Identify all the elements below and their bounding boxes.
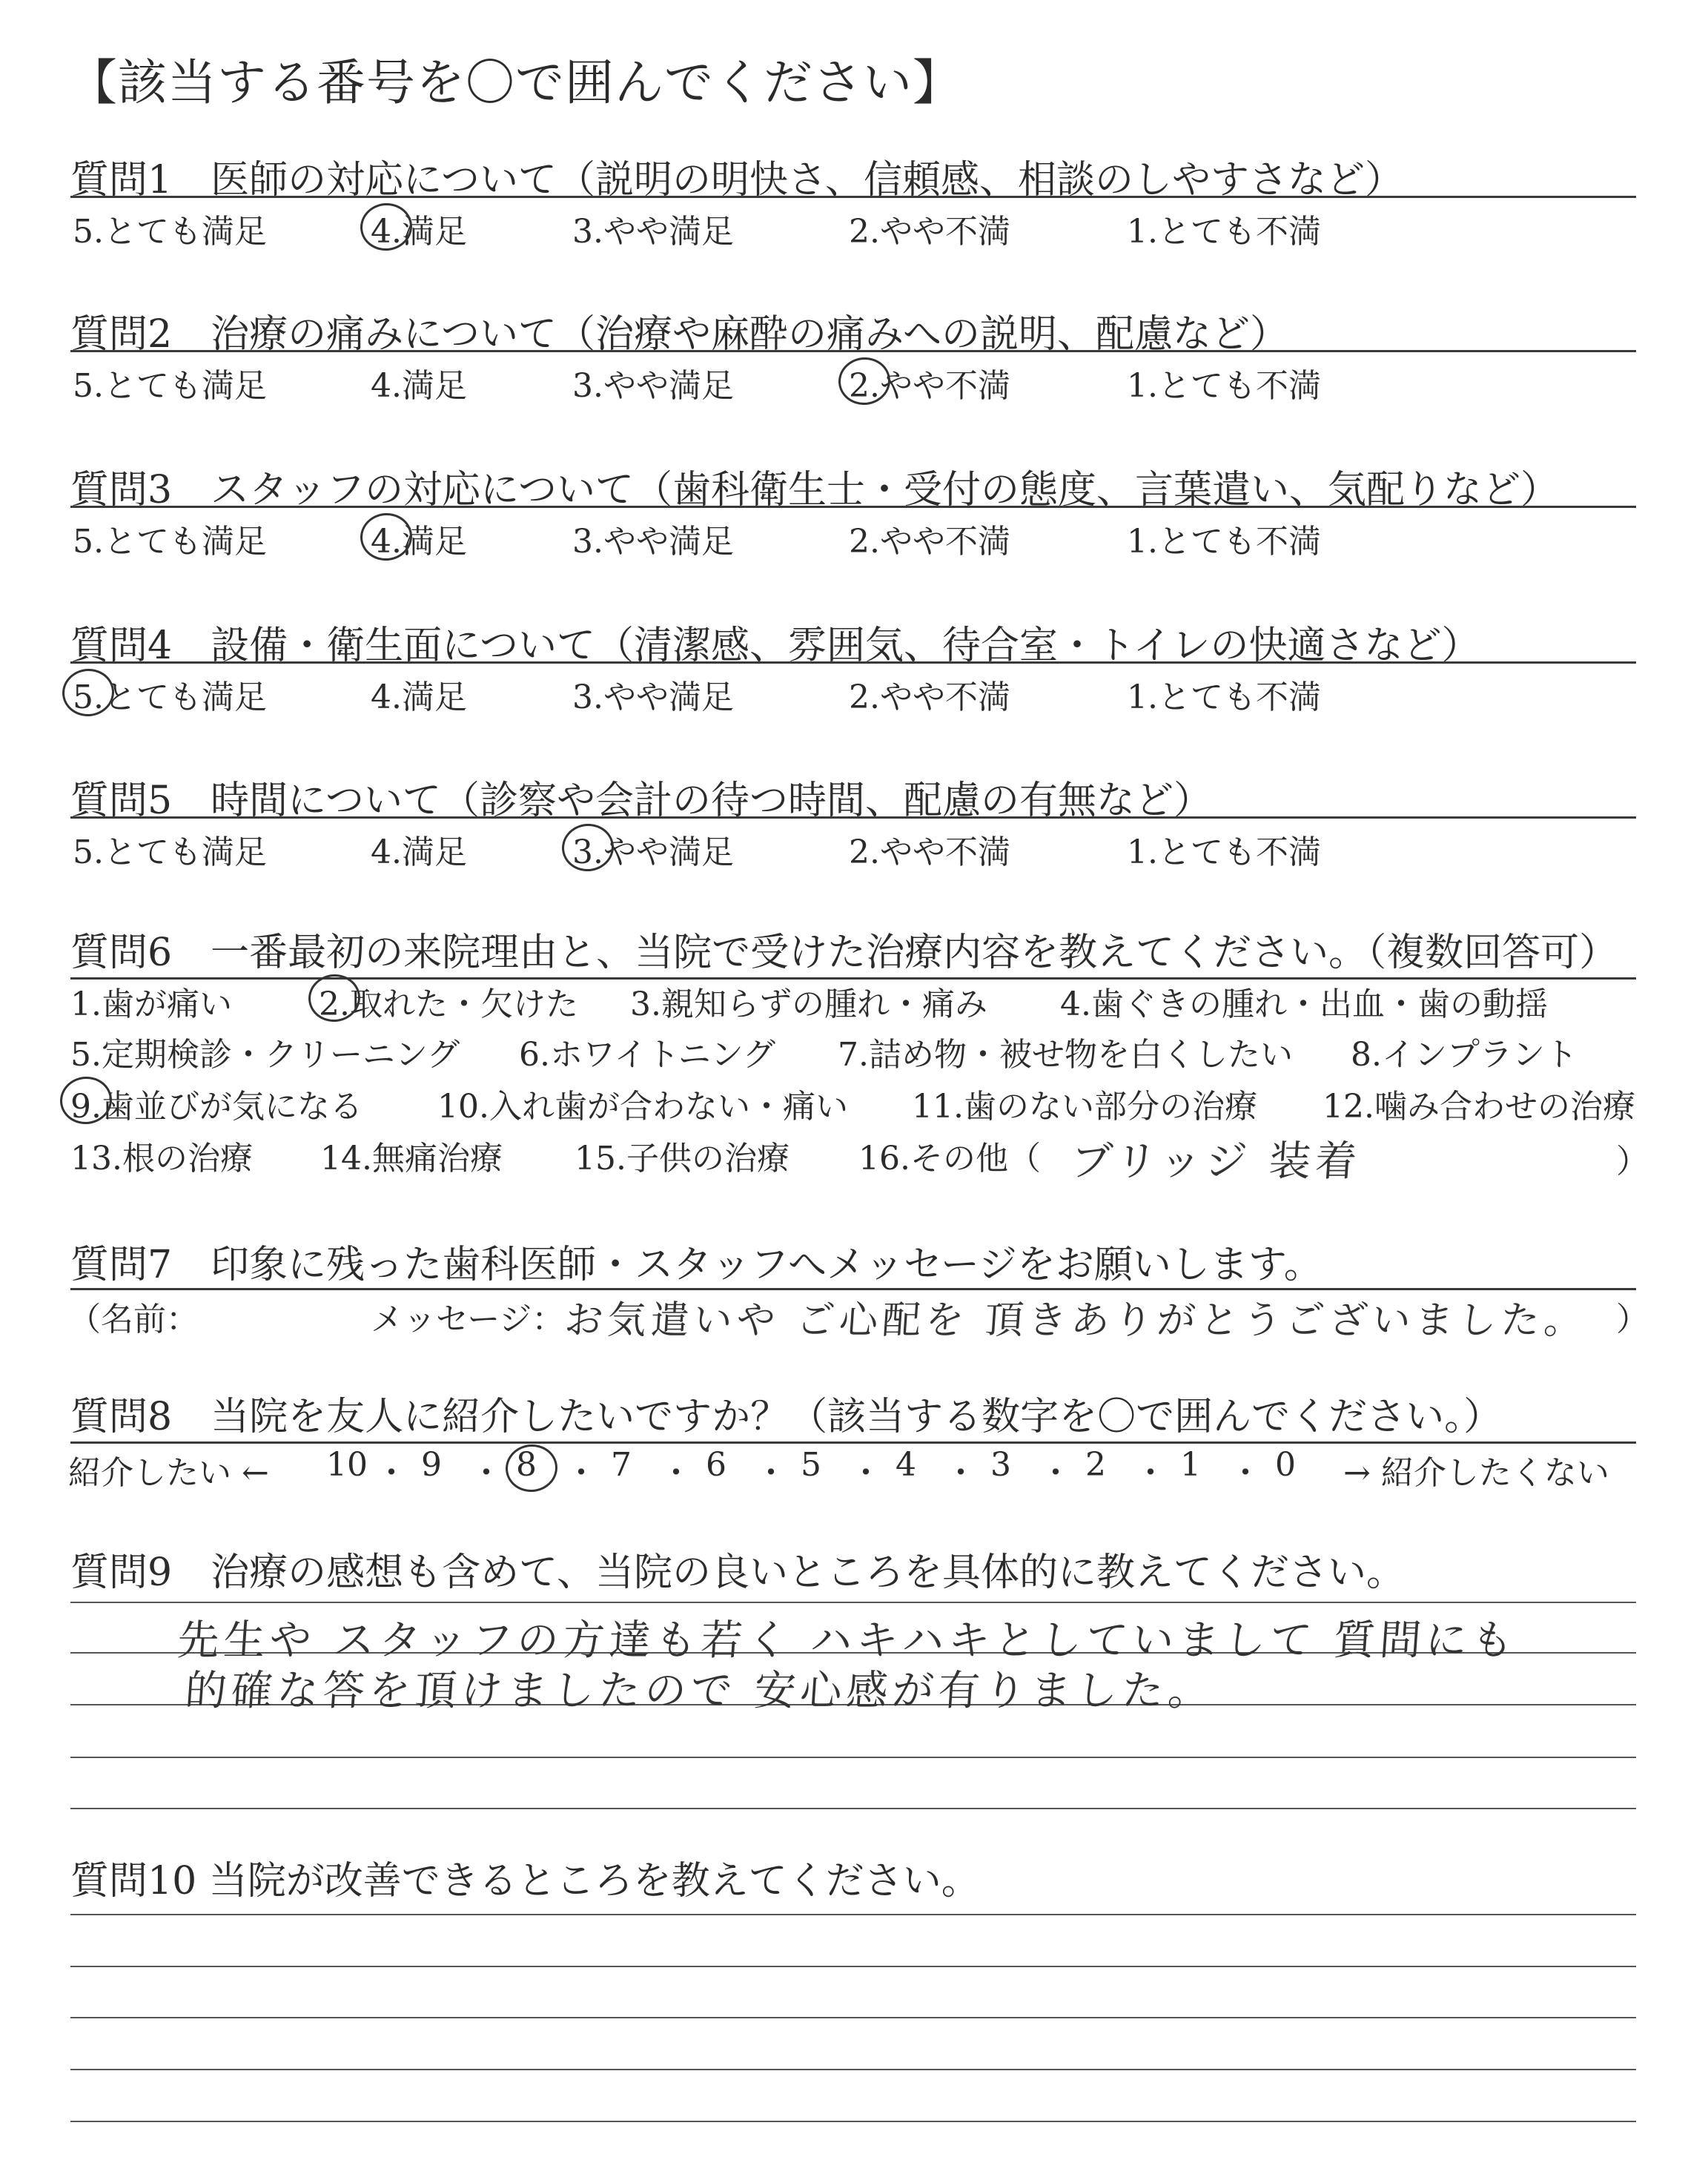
q6-option-8[interactable]: 8.インプラント — [1351, 1036, 1578, 1074]
q2-option-1[interactable]: 1.とても不満 — [1127, 367, 1321, 405]
q9-title: 質問9 治療の感想も含めて、当院の良いところを具体的に教えてください。 — [70, 1550, 1406, 1595]
q9-answer-line-1: 先生や スタッフの方達も若く ハキハキとしていまして 質問にも — [176, 1616, 1520, 1665]
q8-title: 質問8 当院を友人に紹介したいですか？（該当する数字を〇で囲んでください。） — [70, 1395, 1503, 1439]
q8-separator: ・ — [565, 1454, 598, 1492]
q8-scale-left: 紹介したい ← — [68, 1454, 269, 1492]
q4-option-4[interactable]: 4.満足 — [371, 678, 467, 716]
q2-option-3[interactable]: 3.やや満足 — [572, 367, 734, 405]
q7-message-label: メッセージ： — [371, 1301, 565, 1338]
q4-title: 質問4 設備・衛生面について（清潔感、雰囲気、待合室・トイレの快適さなど） — [70, 624, 1480, 668]
q1-option-2[interactable]: 2.やや不満 — [849, 213, 1010, 251]
q10-line-5 — [70, 2121, 1636, 2122]
q6-option-6[interactable]: 6.ホワイトニング — [519, 1036, 776, 1074]
q8-score-3[interactable]: 3 — [990, 1446, 1011, 1484]
q8-separator: ・ — [660, 1454, 692, 1492]
q3-title: 質問3 スタッフの対応について（歯科衛生士・受付の態度、言葉遣い、気配りなど） — [70, 468, 1560, 512]
q8-score-1[interactable]: 1 — [1180, 1446, 1201, 1484]
q9-line-1 — [70, 1602, 1636, 1603]
q7-name-label: （名前： — [68, 1301, 199, 1338]
q8-score-5[interactable]: 5 — [801, 1446, 821, 1484]
q2-rule — [70, 350, 1636, 352]
q6-option-3[interactable]: 3.親知らずの腫れ・痛み — [630, 985, 987, 1023]
q8-separator: ・ — [1039, 1454, 1072, 1492]
q8-score-10[interactable]: 10 — [326, 1446, 368, 1484]
q6-option-9[interactable]: 9.歯並びが気になる — [70, 1088, 363, 1126]
q6-option-14[interactable]: 14.無痛治療 — [320, 1140, 503, 1178]
q4-option-2[interactable]: 2.やや不満 — [849, 678, 1010, 716]
q2-option-5[interactable]: 5.とても満足 — [73, 367, 267, 405]
q5-title: 質問5 時間について（診察や会計の待つ時間、配慮の有無など） — [70, 779, 1213, 823]
q4-option-3[interactable]: 3.やや満足 — [572, 678, 734, 716]
q6-option-5[interactable]: 5.定期検診・クリーニング — [70, 1036, 460, 1074]
q8-separator: ・ — [1229, 1454, 1262, 1492]
q6-option-4[interactable]: 4.歯ぐきの腫れ・出血・歯の動揺 — [1060, 985, 1548, 1023]
q6-title: 質問6 一番最初の来院理由と、当院で受けた治療内容を教えてください。（複数回答可） — [70, 931, 1618, 975]
q8-separator: ・ — [944, 1454, 977, 1492]
q1-option-3[interactable]: 3.やや満足 — [572, 213, 734, 251]
q8-score-0[interactable]: 0 — [1275, 1446, 1296, 1484]
q4-rule — [70, 661, 1636, 664]
q6-option-2[interactable]: 2.取れた・欠けた — [319, 985, 578, 1023]
q8-separator: ・ — [755, 1454, 787, 1492]
q10-line-3 — [70, 2017, 1636, 2018]
q8-separator: ・ — [470, 1454, 503, 1492]
q5-option-1[interactable]: 1.とても不満 — [1127, 833, 1321, 871]
q6-option-15[interactable]: 15.子供の治療 — [575, 1140, 790, 1178]
q1-option-4[interactable]: 4.満足 — [371, 213, 467, 251]
q7-close-paren: ） — [1616, 1301, 1649, 1338]
q9-answer-line-2: 的確な答を頂けましたので 安心感が有りました。 — [183, 1667, 1216, 1715]
q6-option-7[interactable]: 7.詰め物・被せ物を白くしたい — [838, 1036, 1293, 1074]
q7-message: お気遣いや ご心配を 頂きありがとうございました。 — [563, 1298, 1589, 1343]
q8-score-9[interactable]: 9 — [421, 1446, 442, 1484]
q3-option-1[interactable]: 1.とても不満 — [1127, 523, 1321, 561]
q3-option-5[interactable]: 5.とても満足 — [73, 523, 267, 561]
q3-option-2[interactable]: 2.やや不満 — [849, 523, 1010, 561]
q6-option-11[interactable]: 11.歯のない部分の治療 — [912, 1088, 1257, 1126]
q8-separator: ・ — [375, 1454, 408, 1492]
q10-line-4 — [70, 2069, 1636, 2070]
q1-rule — [70, 196, 1636, 198]
q6-option-13[interactable]: 13.根の治療 — [70, 1140, 253, 1178]
q7-title: 質問7 印象に残った歯科医師・スタッフへメッセージをお願いします。 — [70, 1243, 1323, 1287]
q4-option-5[interactable]: 5.とても満足 — [73, 678, 267, 716]
q5-option-5[interactable]: 5.とても満足 — [73, 833, 267, 871]
q1-option-1[interactable]: 1.とても不満 — [1127, 213, 1321, 251]
q6-option-12[interactable]: 12.噛み合わせの治療 — [1323, 1088, 1635, 1126]
q8-score-6[interactable]: 6 — [706, 1446, 726, 1484]
q8-score-4[interactable]: 4 — [896, 1446, 916, 1484]
q3-option-3[interactable]: 3.やや満足 — [572, 523, 734, 561]
q8-score-8[interactable]: 8 — [516, 1446, 537, 1484]
q6-option-1[interactable]: 1.歯が痛い — [70, 985, 232, 1023]
page-title: 【該当する番号を〇で囲んでください】 — [68, 54, 962, 111]
q10-title: 質問10 当院が改善できるところを教えてください。 — [70, 1859, 980, 1903]
selection-circle — [503, 1442, 560, 1495]
q6-other-answer: ブリッジ 装着 — [1069, 1137, 1363, 1186]
q5-option-4[interactable]: 4.満足 — [371, 833, 467, 871]
q4-option-1[interactable]: 1.とても不満 — [1127, 678, 1321, 716]
q2-option-2[interactable]: 2.やや不満 — [849, 367, 1010, 405]
q8-rule — [70, 1441, 1636, 1444]
q3-rule — [70, 506, 1636, 508]
q8-separator: ・ — [850, 1454, 882, 1492]
q1-title: 質問1 医師の対応について（説明の明快さ、信頼感、相談のしやすさなど） — [70, 158, 1403, 202]
q8-score-2[interactable]: 2 — [1085, 1446, 1106, 1484]
q10-line-1 — [70, 1914, 1636, 1915]
q8-scale-right: → 紹介したくない — [1343, 1454, 1609, 1492]
q1-option-5[interactable]: 5.とても満足 — [73, 213, 267, 251]
q8-score-7[interactable]: 7 — [611, 1446, 632, 1484]
q9-line-4 — [70, 1757, 1636, 1758]
q5-option-3[interactable]: 3.やや満足 — [572, 833, 734, 871]
q10-line-2 — [70, 1966, 1636, 1967]
q5-rule — [70, 816, 1636, 819]
q3-option-4[interactable]: 4.満足 — [371, 523, 467, 561]
q2-option-4[interactable]: 4.満足 — [371, 367, 467, 405]
q6-option-16[interactable]: 16.その他（ — [858, 1140, 1041, 1178]
q2-title: 質問2 治療の痛みについて（治療や麻酔の痛みへの説明、配慮など） — [70, 312, 1289, 357]
q9-line-5 — [70, 1808, 1636, 1809]
q5-option-2[interactable]: 2.やや不満 — [849, 833, 1010, 871]
q6-option-10[interactable]: 10.入れ歯が合わない・痛い — [437, 1088, 848, 1126]
q6-close-paren: ） — [1616, 1143, 1649, 1180]
q8-separator: ・ — [1134, 1454, 1167, 1492]
